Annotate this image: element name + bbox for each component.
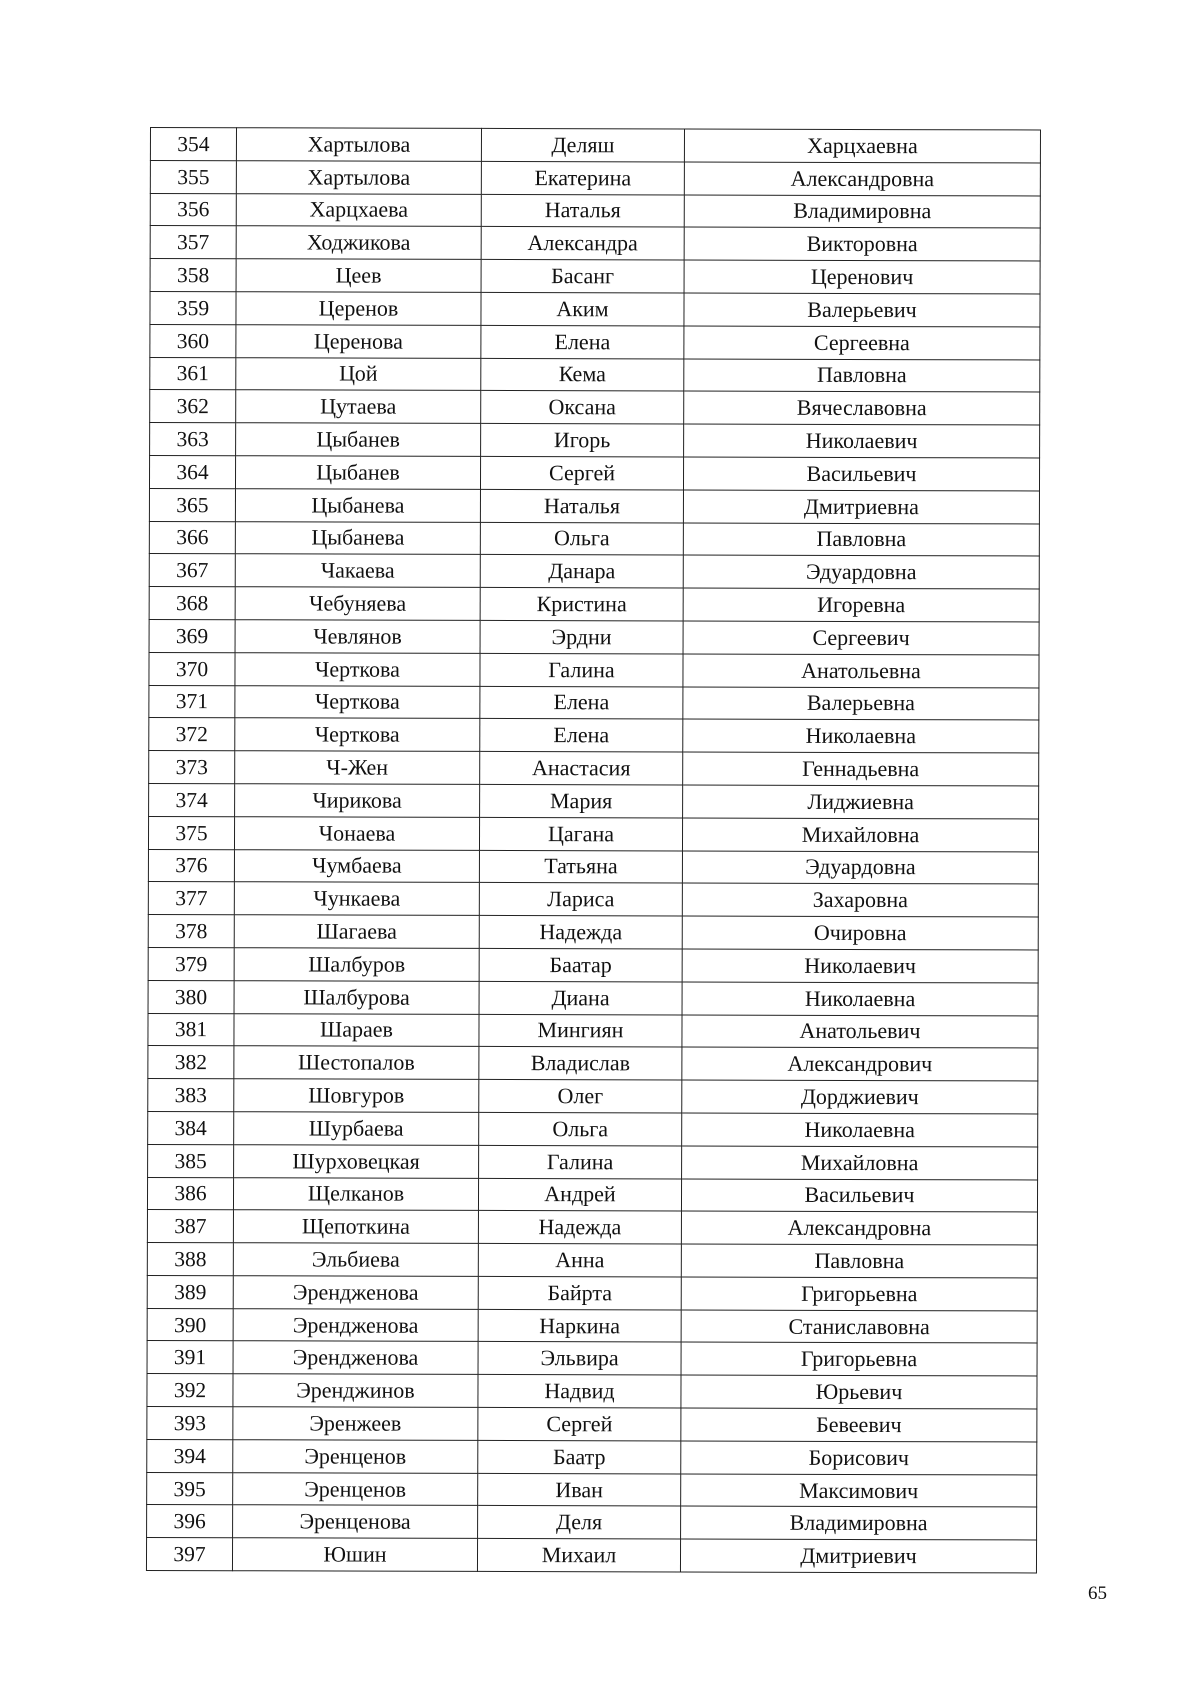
surname-cell: Шестопалов	[234, 1046, 479, 1079]
table-row	[150, 193, 1040, 228]
row-number-cell: 391	[147, 1341, 233, 1374]
row-number-cell: 376	[148, 849, 234, 882]
surname-cell: Церенова	[236, 325, 481, 358]
table-row	[149, 455, 1039, 490]
patronymic-cell: Дмитриевич	[680, 1539, 1036, 1573]
table-row	[150, 128, 1040, 163]
table-row	[148, 1079, 1038, 1114]
patronymic-cell: Павловна	[684, 359, 1040, 393]
table-row	[147, 1505, 1037, 1540]
row-number-cell: 397	[146, 1538, 232, 1571]
patronymic-cell: Александровна	[684, 162, 1040, 196]
patronymic-cell: Очировна	[682, 916, 1038, 950]
table-row	[150, 324, 1040, 359]
patronymic-cell: Дмитриевна	[683, 490, 1039, 524]
surname-cell: Чирикова	[235, 784, 480, 817]
first-name-cell: Оксана	[481, 391, 684, 424]
patronymic-cell: Викторовна	[684, 227, 1040, 261]
row-number-cell: 382	[148, 1046, 234, 1079]
patronymic-cell: Александрович	[682, 1047, 1038, 1081]
row-number-cell: 384	[148, 1111, 234, 1144]
table-row	[149, 587, 1039, 622]
first-name-cell: Александра	[481, 227, 684, 260]
row-number-cell: 377	[148, 882, 234, 915]
table-row	[148, 1046, 1038, 1081]
first-name-cell: Екатерина	[481, 161, 684, 194]
surname-cell: Шалбуров	[234, 948, 479, 981]
surname-cell: Ч-Жен	[235, 751, 480, 784]
patronymic-cell: Михайловна	[682, 818, 1038, 852]
patronymic-cell: Эдуардовна	[682, 851, 1038, 885]
table-row	[147, 1472, 1037, 1507]
patronymic-cell: Харцхаевна	[684, 129, 1040, 163]
table-row	[147, 1243, 1037, 1278]
row-number-cell: 366	[149, 521, 235, 554]
surname-cell: Хартылова	[236, 128, 481, 161]
row-number-cell: 361	[150, 357, 236, 390]
first-name-cell: Кристина	[480, 588, 683, 621]
row-number-cell: 364	[149, 455, 235, 488]
surname-cell: Цой	[236, 357, 481, 390]
table-row	[149, 652, 1039, 687]
first-name-cell: Баатр	[478, 1440, 681, 1473]
first-name-cell: Кема	[481, 358, 684, 391]
patronymic-cell: Николаевич	[684, 424, 1040, 458]
first-name-cell: Лариса	[479, 883, 682, 916]
row-number-cell: 359	[150, 291, 236, 324]
table-row	[150, 423, 1040, 458]
row-number-cell: 374	[149, 783, 235, 816]
patronymic-cell: Валерьевна	[683, 687, 1039, 721]
first-name-cell: Анна	[478, 1244, 681, 1277]
patronymic-cell: Николаевич	[682, 949, 1038, 983]
patronymic-cell: Николаевна	[682, 1113, 1038, 1147]
patronymic-cell: Геннадьевна	[683, 752, 1039, 786]
surname-cell: Эренжеев	[233, 1407, 478, 1440]
table-row	[147, 1275, 1037, 1310]
surname-cell: Церенов	[236, 292, 481, 325]
row-number-cell: 386	[147, 1177, 233, 1210]
first-name-cell: Иван	[478, 1473, 681, 1506]
surname-cell: Эрендженова	[233, 1276, 478, 1309]
table-row	[148, 849, 1038, 884]
patronymic-cell: Максимович	[681, 1474, 1037, 1508]
first-name-cell: Наталья	[480, 489, 683, 522]
patronymic-cell: Церенович	[684, 260, 1040, 294]
surname-cell: Цеев	[236, 259, 481, 292]
surname-cell: Шараев	[234, 1013, 479, 1046]
first-name-cell: Мингиян	[479, 1014, 682, 1047]
row-number-cell: 355	[150, 160, 236, 193]
first-name-cell: Надвид	[478, 1375, 681, 1408]
row-number-cell: 363	[150, 423, 236, 456]
first-name-cell: Эльвира	[478, 1342, 681, 1375]
surname-cell: Хартылова	[236, 161, 481, 194]
first-name-cell: Басанг	[481, 260, 684, 293]
patronymic-cell: Анатольевич	[682, 1015, 1038, 1049]
row-number-cell: 378	[148, 915, 234, 948]
table-row	[149, 685, 1039, 720]
row-number-cell: 356	[150, 193, 236, 226]
surname-cell: Цыбанева	[235, 489, 480, 522]
table-row	[147, 1439, 1037, 1474]
first-name-cell: Олег	[479, 1080, 682, 1113]
surname-cell: Шалбурова	[234, 980, 479, 1013]
first-name-cell: Андрей	[478, 1178, 681, 1211]
row-number-cell: 370	[149, 652, 235, 685]
patronymic-cell: Анатольевна	[683, 654, 1039, 688]
first-name-cell: Цагана	[479, 817, 682, 850]
patronymic-cell: Григорьевна	[681, 1342, 1037, 1376]
first-name-cell: Елена	[480, 686, 683, 719]
table-row	[147, 1210, 1037, 1245]
table-row	[146, 1538, 1036, 1573]
surname-cell: Черткова	[235, 685, 480, 718]
table-row	[147, 1341, 1037, 1376]
table-row	[148, 947, 1038, 982]
surname-cell: Цутаева	[236, 390, 481, 423]
first-name-cell: Галина	[479, 1145, 682, 1178]
row-number-cell: 373	[149, 751, 235, 784]
row-number-cell: 357	[150, 226, 236, 259]
surname-cell: Ходжикова	[236, 226, 481, 259]
surname-cell: Цыбанев	[235, 456, 480, 489]
row-number-cell: 372	[149, 718, 235, 751]
row-number-cell: 385	[148, 1144, 234, 1177]
row-number-cell: 371	[149, 685, 235, 718]
first-name-cell: Сергей	[478, 1407, 681, 1440]
surname-cell: Шурховецкая	[234, 1144, 479, 1177]
row-number-cell: 389	[147, 1275, 233, 1308]
row-number-cell: 360	[150, 324, 236, 357]
row-number-cell: 383	[148, 1079, 234, 1112]
patronymic-cell: Станиславовна	[681, 1310, 1037, 1344]
patronymic-cell: Павловна	[683, 523, 1039, 557]
surname-cell: Щелканов	[233, 1177, 478, 1210]
surname-cell: Чакаева	[235, 554, 480, 587]
first-name-cell: Сергей	[480, 456, 683, 489]
row-number-cell: 362	[150, 390, 236, 423]
table-row	[148, 1111, 1038, 1146]
patronymic-cell: Захаровна	[682, 883, 1038, 917]
surname-cell: Чебуняева	[235, 587, 480, 620]
patronymic-cell: Григорьевна	[681, 1277, 1037, 1311]
first-name-cell: Надежда	[478, 1211, 681, 1244]
row-number-cell: 380	[148, 980, 234, 1013]
surname-cell: Шурбаева	[234, 1112, 479, 1145]
table-row	[150, 160, 1040, 195]
table-body	[146, 128, 1040, 1574]
patronymic-cell: Лиджиевна	[683, 785, 1039, 819]
surname-cell: Черткова	[235, 718, 480, 751]
surname-cell: Чункаева	[234, 882, 479, 915]
surname-cell: Эренджинов	[233, 1374, 478, 1407]
surname-cell: Чевлянов	[235, 620, 480, 653]
row-number-cell: 395	[147, 1472, 233, 1505]
table-row	[149, 488, 1039, 523]
table-row	[150, 226, 1040, 261]
first-name-cell: Деляш	[481, 128, 684, 161]
row-number-cell: 396	[147, 1505, 233, 1538]
table-row	[148, 1013, 1038, 1048]
patronymic-cell: Вячеславовна	[684, 391, 1040, 425]
patronymic-cell: Бевеевич	[681, 1408, 1037, 1442]
table-row	[148, 816, 1038, 851]
first-name-cell: Анастасия	[480, 752, 683, 785]
table-row	[147, 1374, 1037, 1409]
patronymic-cell: Владимировна	[684, 195, 1040, 229]
table-row	[149, 554, 1039, 589]
patronymic-cell: Николаевна	[683, 719, 1039, 753]
table-row	[150, 259, 1040, 294]
first-name-cell: Ольга	[480, 522, 683, 555]
patronymic-cell: Сергеевна	[684, 326, 1040, 360]
first-name-cell: Наталья	[481, 194, 684, 227]
surname-cell: Эрендженова	[233, 1341, 478, 1374]
row-number-cell: 393	[147, 1407, 233, 1440]
surname-cell: Харцхаева	[236, 193, 481, 226]
row-number-cell: 369	[149, 619, 235, 652]
first-name-cell: Эрдни	[480, 620, 683, 653]
first-name-cell: Баатар	[479, 948, 682, 981]
first-name-cell: Наркина	[478, 1309, 681, 1342]
first-name-cell: Данара	[480, 555, 683, 588]
surname-cell: Эренценов	[233, 1440, 478, 1473]
row-number-cell: 367	[149, 554, 235, 587]
table-row	[147, 1407, 1037, 1442]
first-name-cell: Владислав	[479, 1047, 682, 1080]
patronymic-cell: Михайловна	[682, 1146, 1038, 1180]
table-row	[148, 882, 1038, 917]
row-number-cell: 379	[148, 947, 234, 980]
row-number-cell: 388	[147, 1243, 233, 1276]
table-row	[147, 1177, 1037, 1212]
patronymic-cell: Валерьевич	[684, 293, 1040, 327]
surname-cell: Эльбиева	[233, 1243, 478, 1276]
row-number-cell: 392	[147, 1374, 233, 1407]
surname-cell: Эренценова	[233, 1505, 478, 1538]
surname-cell: Цыбанева	[235, 521, 480, 554]
surname-cell: Чонаева	[234, 816, 479, 849]
table-row	[149, 718, 1039, 753]
surname-cell: Цыбанев	[236, 423, 481, 456]
first-name-cell: Ольга	[479, 1112, 682, 1145]
patronymic-cell: Владимировна	[681, 1506, 1037, 1540]
patronymic-cell: Васильевич	[683, 457, 1039, 491]
first-name-cell: Мария	[480, 784, 683, 817]
table-row	[149, 619, 1039, 654]
surname-cell: Чумбаева	[234, 849, 479, 882]
table-row	[150, 291, 1040, 326]
surname-cell: Юшин	[232, 1538, 477, 1571]
row-number-cell: 375	[148, 816, 234, 849]
table-row	[149, 751, 1039, 786]
patronymic-cell: Николаевна	[682, 982, 1038, 1016]
first-name-cell: Деля	[478, 1506, 681, 1539]
patronymic-cell: Павловна	[681, 1244, 1037, 1278]
patronymic-cell: Васильевич	[681, 1178, 1037, 1212]
table-row	[148, 915, 1038, 950]
table-row	[150, 357, 1040, 392]
table-row	[148, 1144, 1038, 1179]
first-name-cell: Елена	[481, 325, 684, 358]
patronymic-cell: Юрьевич	[681, 1375, 1037, 1409]
table-row	[150, 390, 1040, 425]
surname-cell: Эрендженова	[233, 1308, 478, 1341]
first-name-cell: Игорь	[481, 424, 684, 457]
page-number: 65	[1088, 1583, 1107, 1604]
row-number-cell: 390	[147, 1308, 233, 1341]
first-name-cell: Байрта	[478, 1276, 681, 1309]
table-row	[149, 521, 1039, 556]
surname-cell: Шагаева	[234, 915, 479, 948]
row-number-cell: 381	[148, 1013, 234, 1046]
patronymic-cell: Эдуардовна	[683, 555, 1039, 589]
first-name-cell: Елена	[480, 719, 683, 752]
patronymic-cell: Борисович	[681, 1441, 1037, 1475]
row-number-cell: 394	[147, 1439, 233, 1472]
table-row	[148, 980, 1038, 1015]
first-name-cell: Диана	[479, 981, 682, 1014]
first-name-cell: Надежда	[479, 916, 682, 949]
row-number-cell: 365	[149, 488, 235, 521]
patronymic-cell: Дорджиевич	[682, 1080, 1038, 1114]
patronymic-cell: Сергеевич	[683, 621, 1039, 655]
patronymic-cell: Александровна	[681, 1211, 1037, 1245]
row-number-cell: 387	[147, 1210, 233, 1243]
row-number-cell: 368	[149, 587, 235, 620]
surname-cell: Щепоткина	[233, 1210, 478, 1243]
first-name-cell: Татьяна	[479, 850, 682, 883]
patronymic-cell: Игоревна	[683, 588, 1039, 622]
table-row	[147, 1308, 1037, 1343]
surname-cell: Черткова	[235, 652, 480, 685]
first-name-cell: Галина	[480, 653, 683, 686]
row-number-cell: 358	[150, 259, 236, 292]
table-row	[149, 783, 1039, 818]
name-list-table	[146, 127, 1041, 1574]
surname-cell: Шовгуров	[234, 1079, 479, 1112]
row-number-cell: 354	[150, 128, 236, 161]
first-name-cell: Аким	[481, 292, 684, 325]
surname-cell: Эренценов	[233, 1472, 478, 1505]
first-name-cell: Михаил	[477, 1539, 680, 1572]
